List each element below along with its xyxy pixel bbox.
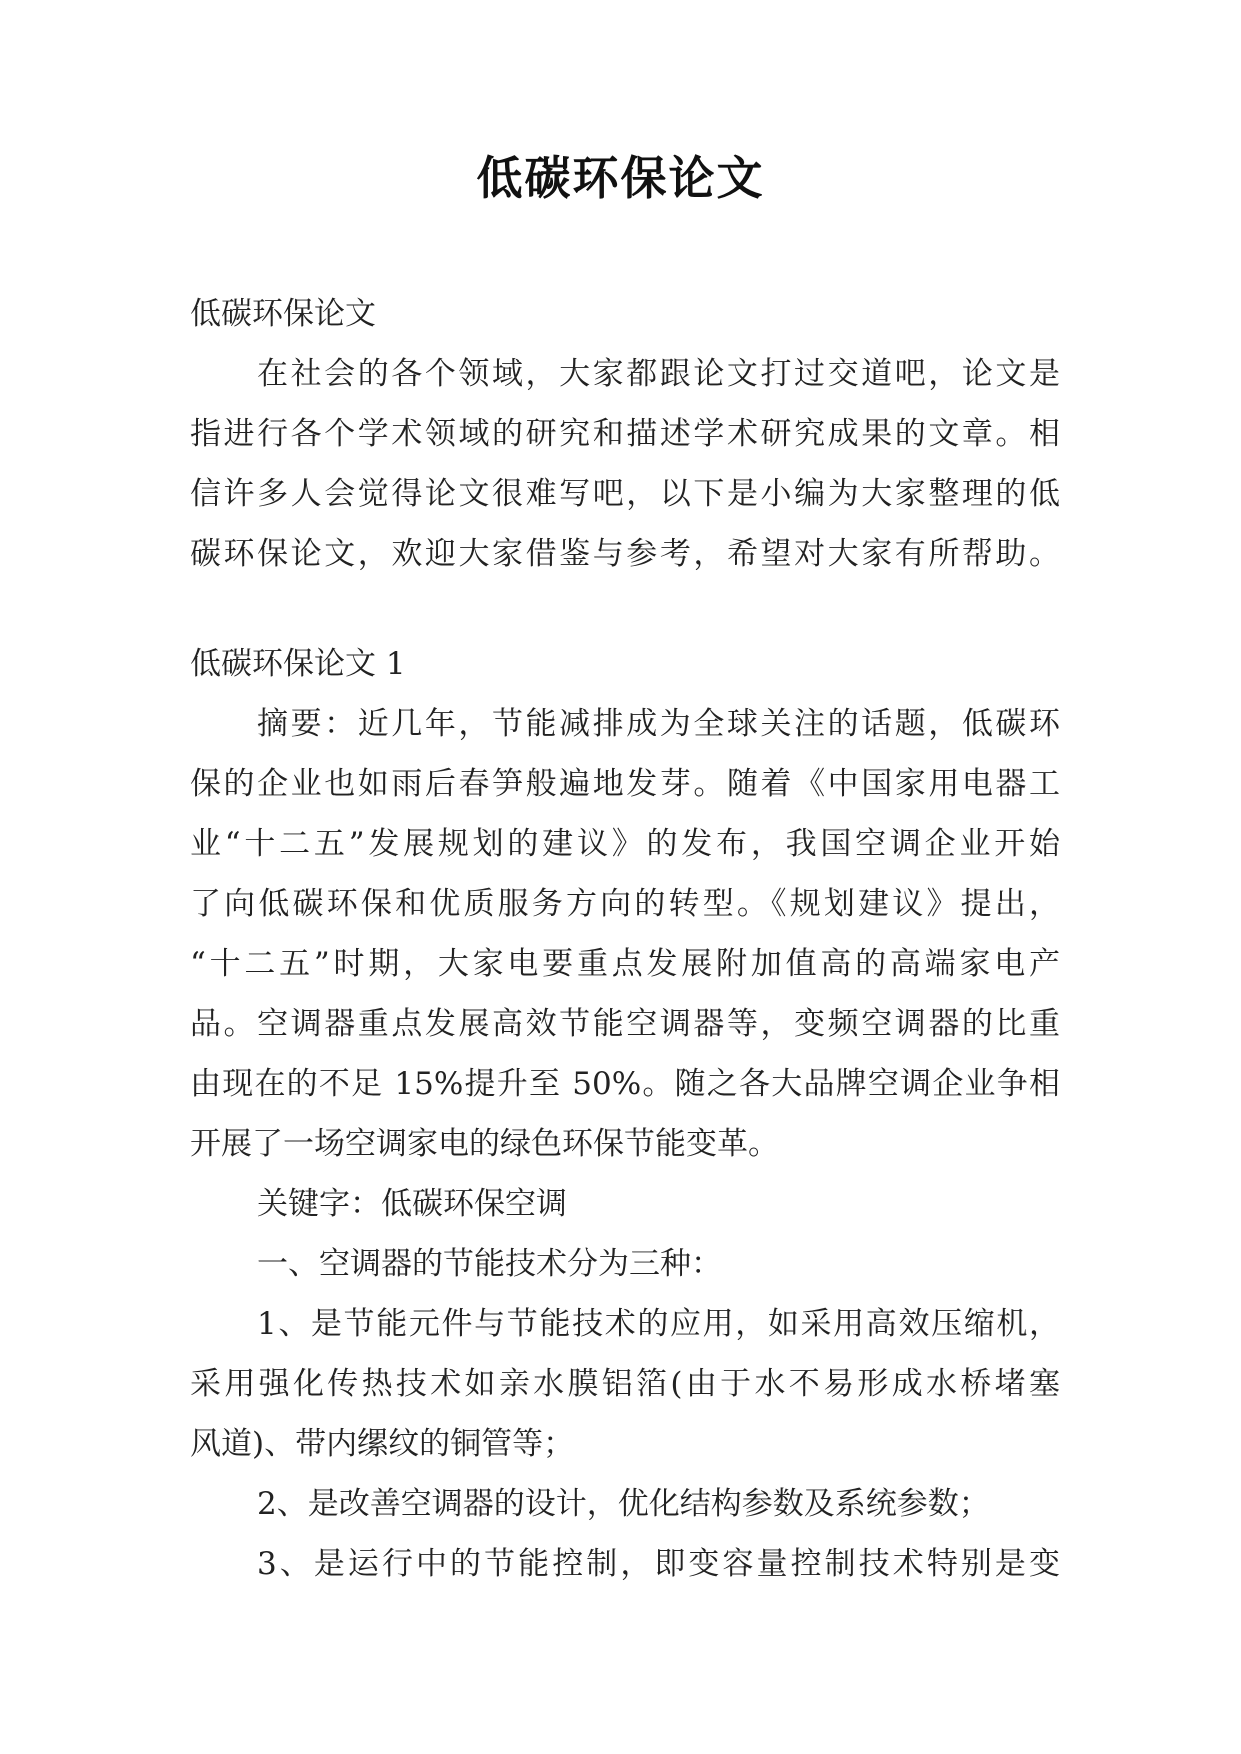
paragraph-line: “十二五”时期，大家电要重点发展附加值高的高端家电产: [190, 946, 1060, 982]
paragraph-line: 摘要：近几年，节能减排成为全球关注的话题，低碳环: [257, 706, 1060, 742]
paragraph-line: 指进行各个学术领域的研究和描述学术研究成果的文章。相: [190, 416, 1060, 452]
paragraph-line: 碳环保论文，欢迎大家借鉴与参考，希望对大家有所帮助。: [190, 536, 1060, 572]
paragraph-line: 在社会的各个领域，大家都跟论文打过交道吧，论文是: [257, 356, 1060, 392]
paragraph-line: 一、空调器的节能技术分为三种：: [257, 1246, 722, 1282]
keywords-line: 关键字：低碳环保空调: [257, 1186, 567, 1222]
paragraph-line: 了向低碳环保和优质服务方向的转型。《规划建议》提出，: [190, 886, 1060, 922]
paragraph-line: 2、是改善空调器的设计，优化结构参数及系统参数；: [257, 1486, 990, 1522]
paragraph-line: 3、是运行中的节能控制，即变容量控制技术特别是变: [257, 1546, 1060, 1582]
paragraph-line: 风道)、带内缧纹的铜管等；: [190, 1426, 575, 1462]
paragraph-line: 开展了一场空调家电的绿色环保节能变革。: [190, 1126, 779, 1162]
section-heading: 低碳环保论文 1: [190, 646, 406, 682]
paragraph-line: 品。空调器重点发展高效节能空调器等，变频空调器的比重: [190, 1006, 1060, 1042]
paragraph-line: 信许多人会觉得论文很难写吧，以下是小编为大家整理的低: [190, 476, 1060, 512]
paragraph-line: 采用强化传热技术如亲水膜铝箔(由于水不易形成水桥堵塞: [190, 1366, 1060, 1402]
paragraph-line: 保的企业也如雨后春笋般遍地发芽。随着《中国家用电器工: [190, 766, 1060, 802]
paragraph-line: 由现在的不足 15%提升至 50%。随之各大品牌空调企业争相: [190, 1066, 1060, 1102]
paragraph-line: 业“十二五”发展规划的建议》的发布，我国空调企业开始: [190, 826, 1060, 862]
paragraph-line: 1、是节能元件与节能技术的应用，如采用高效压缩机，: [257, 1306, 1060, 1342]
section-heading: 低碳环保论文: [190, 296, 376, 332]
document-title: 低碳环保论文: [476, 151, 765, 205]
